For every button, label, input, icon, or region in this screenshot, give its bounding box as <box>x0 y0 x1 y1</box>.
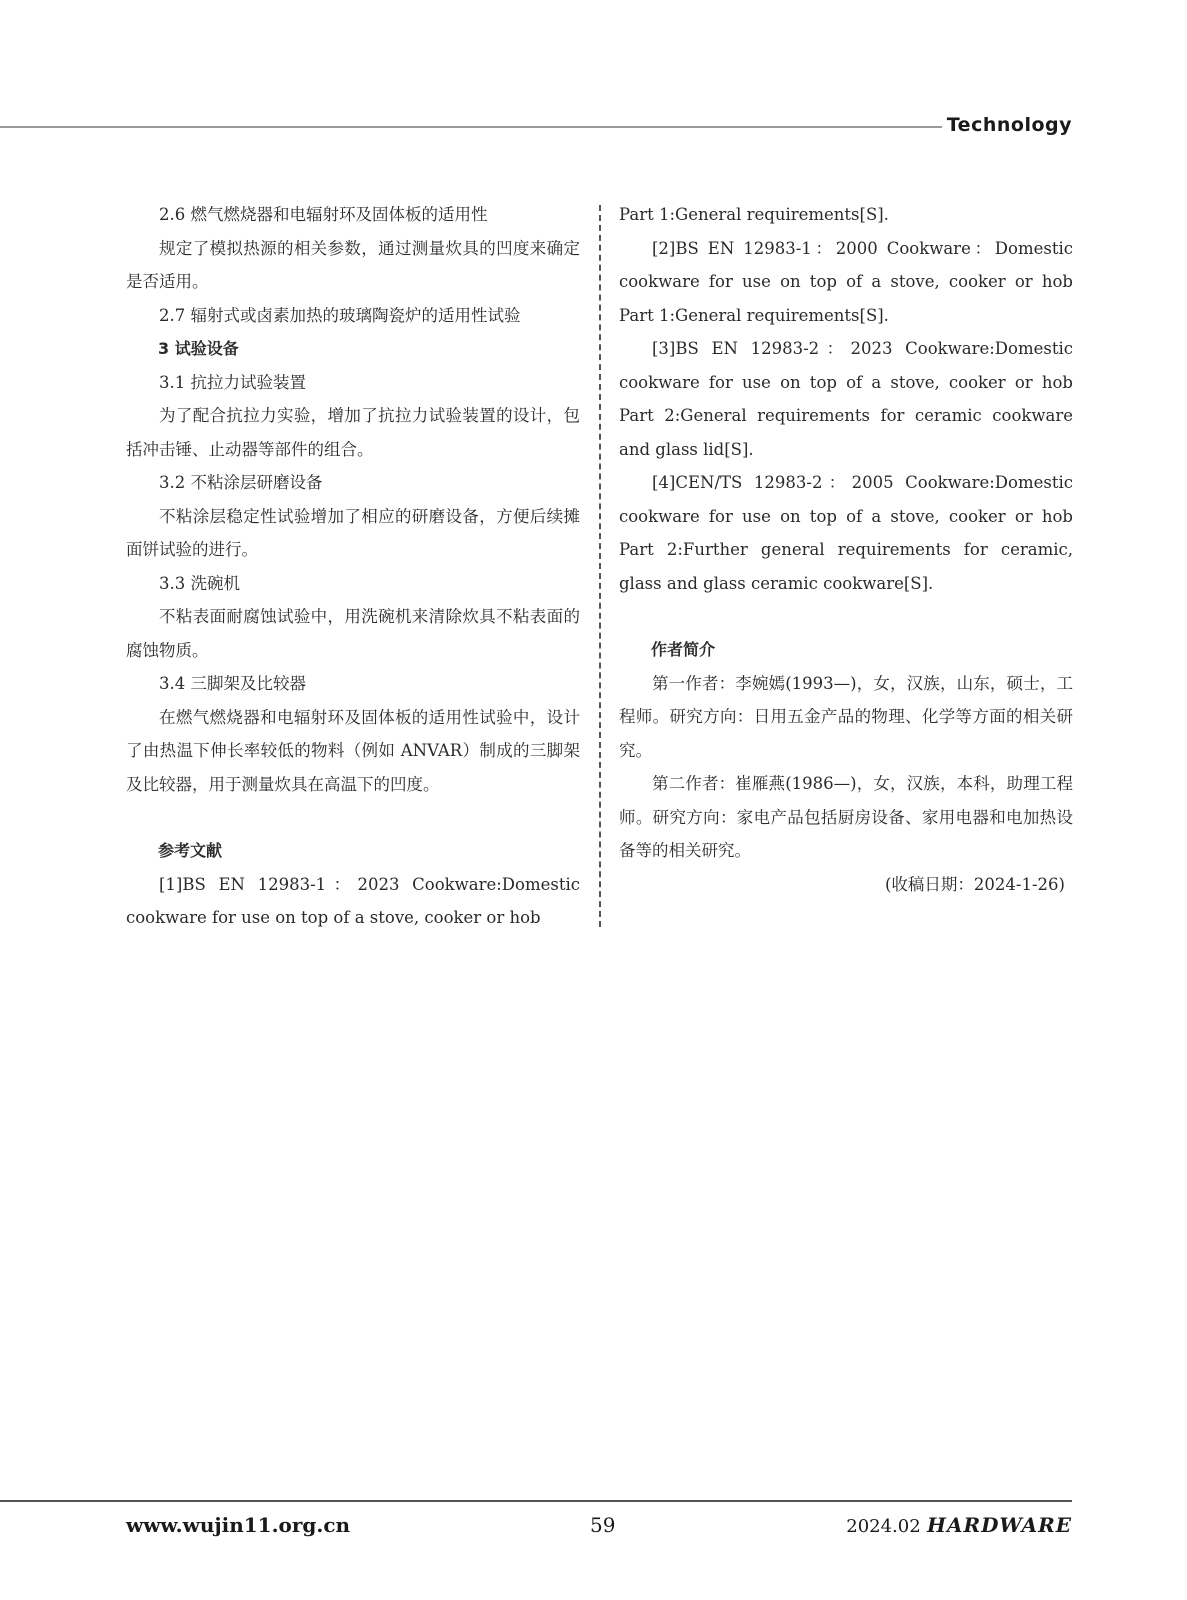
spacer <box>619 600 1073 633</box>
reference-4: [4]CEN/TS 12983-2：2005 Cookware:Domestic cookware for use on top of a stove, cooker or hob Part 2:Further general requirements for ceramic, glass and glass ceramic cookware[S]. <box>619 473 1073 593</box>
paragraph-2-6: 规定了模拟热源的相关参数，通过测量炊具的凹度来确定是否适用。 <box>126 238 580 291</box>
received-date: (收稿日期：2024-1-26) <box>884 874 1065 894</box>
issue-number: 2024.02 <box>846 1516 921 1537</box>
header-rule <box>0 126 942 128</box>
subheading-3-3: 3.3 洗碗机 <box>159 573 240 593</box>
subheading-3-1: 3.1 抗拉力试验装置 <box>159 372 306 392</box>
column-divider <box>599 205 601 927</box>
reference-1: [1]BS EN 12983-1：2023 Cookware:Domestic cookware for use on top of a stove, cooker or hob <box>126 874 580 927</box>
reference-1-continued: Part 1:General requirements[S]. <box>619 205 889 224</box>
page-number: 59 <box>590 1513 616 1537</box>
subheading-3-4: 3.4 三脚架及比较器 <box>159 674 306 693</box>
references-heading: 参考文献 <box>158 841 223 860</box>
footer-journal <box>846 1513 1072 1537</box>
journal-name: HARDWARE <box>927 1513 1072 1537</box>
author-2-bio: 第二作者：崔雁燕(1986—)，女，汉族，本科，助理工程师。研究方向：家电产品包括厨房设备、家用电器和电加热设备等的相关研究。 <box>619 774 1073 860</box>
subheading-2-6: 2.6 燃气燃烧器和电辐射环及固体板的适用性 <box>159 205 488 224</box>
reference-2: [2]BS EN 12983-1：2000 Cookware：Domestic cookware for use on top of a stove, cooker or hob Part 1:General requirements[S]. <box>619 238 1073 325</box>
spacer <box>126 801 580 834</box>
paragraph-3-2: 不粘涂层稳定性试验增加了相应的研磨设备，方便后续摊面饼试验的进行。 <box>126 506 580 559</box>
paragraph-3-3: 不粘表面耐腐蚀试验中，用洗碗机来清除炊具不粘表面的腐蚀物质。 <box>126 607 580 660</box>
footer-url[interactable]: www.wujin11.org.cn <box>126 1513 351 1537</box>
paragraph-3-1: 为了配合抗拉力实验，增加了抗拉力试验装置的设计，包括冲击锤、止动器等部件的组合。 <box>126 406 580 459</box>
section-tag: Technology <box>946 114 1072 136</box>
footer-rule <box>0 1500 1072 1502</box>
authors-heading: 作者简介 <box>651 640 716 659</box>
left-column <box>126 198 580 935</box>
heading-3: 3 试验设备 <box>158 339 239 358</box>
subheading-3-2: 3.2 不粘涂层研磨设备 <box>159 473 323 492</box>
paragraph-3-4: 在燃气燃烧器和电辐射环及固体板的适用性试验中，设计了由热温下伸长率较低的物料（例如 ANVAR）制成的三脚架及比较器，用于测量炊具在高温下的凹度。 <box>126 707 580 794</box>
subheading-2-7: 2.7 辐射式或卤素加热的玻璃陶瓷炉的适用性试验 <box>159 305 521 325</box>
right-column <box>619 198 1073 901</box>
reference-3: [3]BS EN 12983-2：2023 Cookware:Domestic cookware for use on top of a stove, cooker or hob Part 2:General requirements for ceramic cookware and glass lid[S]. <box>619 339 1073 459</box>
author-1-bio: 第一作者：李婉嫣(1993—)，女，汉族，山东，硕士，工程师。研究方向：日用五金产品的物理、化学等方面的相关研究。 <box>619 673 1073 760</box>
